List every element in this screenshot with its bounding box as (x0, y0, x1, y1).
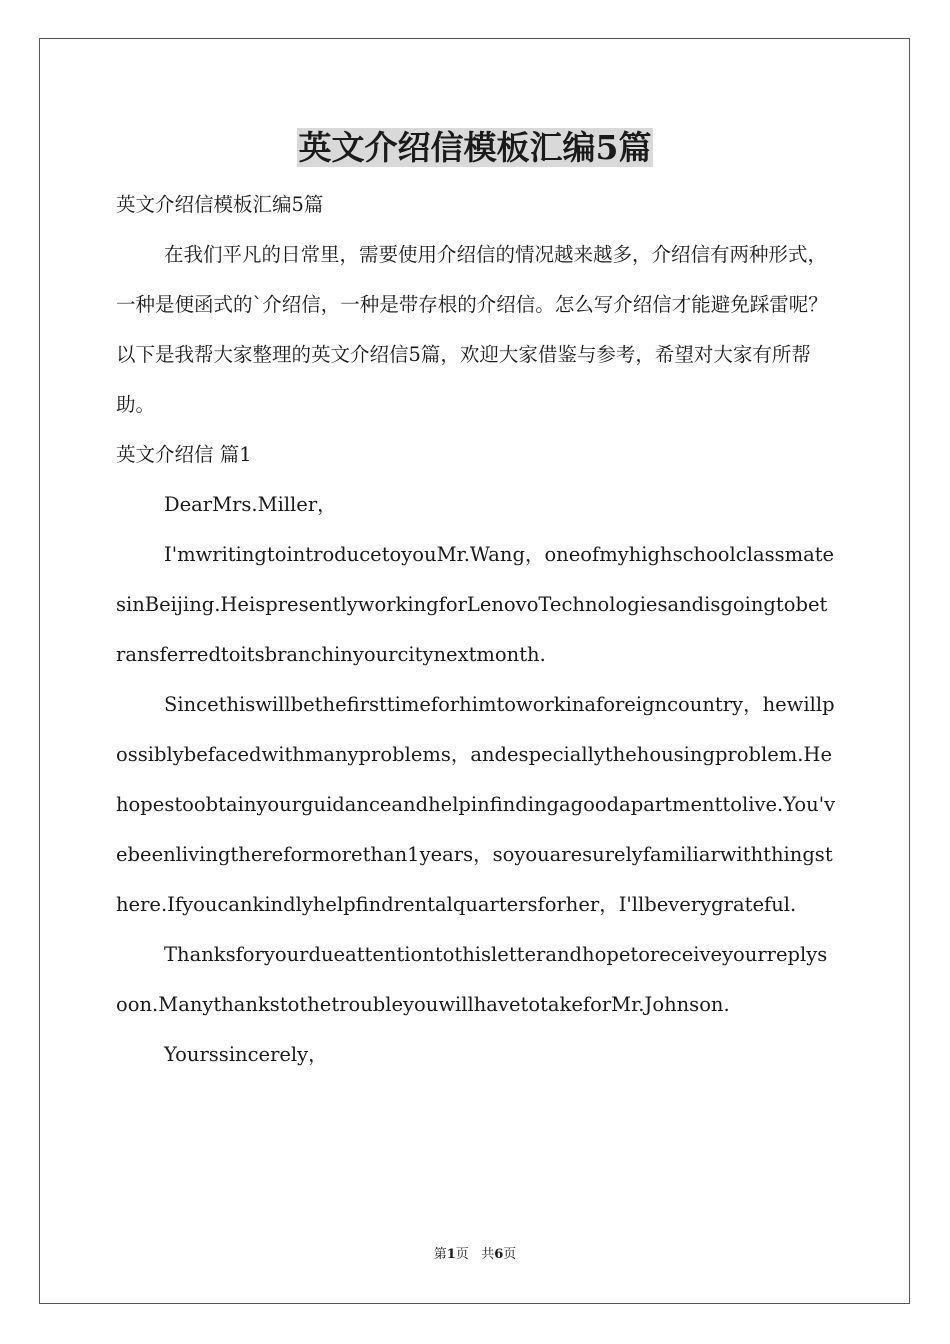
page-footer: 第1页 共6页 (433, 1247, 517, 1262)
title-highlight: 英文介绍信模板汇编5篇 (298, 128, 652, 167)
letter-paragraph: Sincethiswillbethefirsttimeforhimtoworkinaforeigncountry，hewillpossiblybefacedwithmanyproblems，andespeciallythehousingproblem.Hehopestoobtainyourguidanceandhelpinfindingagoodapartmenttolive.You'vebeenlivingthereformorethan1years，soyouaresurelyfamiliarwiththingsthere.Ifyoucankindlyhelpfindrentalquartersforher，I'llbeverygrateful. (116, 693, 836, 916)
subtitle: 英文介绍信模板汇编5篇 (116, 193, 324, 216)
section-heading: 英文介绍信 篇1 (116, 443, 252, 466)
letter-salutation: DearMrs.Miller， (164, 493, 337, 516)
intro-paragraph: 在我们平凡的日常里，需要使用介绍信的情况越来越多，介绍信有两种形式，一种是便函式的`介绍信，一种是带存根的介绍信。怎么写介绍信才能避免踩雷呢？以下是我帮大家整理的英文介绍信5篇，欢迎大家借鉴与参考，希望对大家有所帮助。 (116, 243, 828, 416)
letter-paragraph: I'mwritingtointroducetoyouMr.Wang，oneofmyhighschoolclassmatesinBeijing.HeispresentlyworkingforLenovoTechnologiesandisgoingtobetransferredtoitsbranchinyourcitynextmonth. (116, 543, 835, 666)
document-title (0, 127, 950, 169)
current-page-number: 1 (446, 1247, 456, 1262)
letter-closing: Yourssincerely， (164, 1043, 328, 1066)
total-page-count: 6 (494, 1247, 504, 1262)
letter-paragraph: Thanksforyourdueattentiontothisletterandhopetoreceiveyourreplysoon.ManythankstothetroubleyouwillhavetotakeforMr.Johnson. (116, 943, 828, 1016)
document-body (116, 180, 836, 1080)
